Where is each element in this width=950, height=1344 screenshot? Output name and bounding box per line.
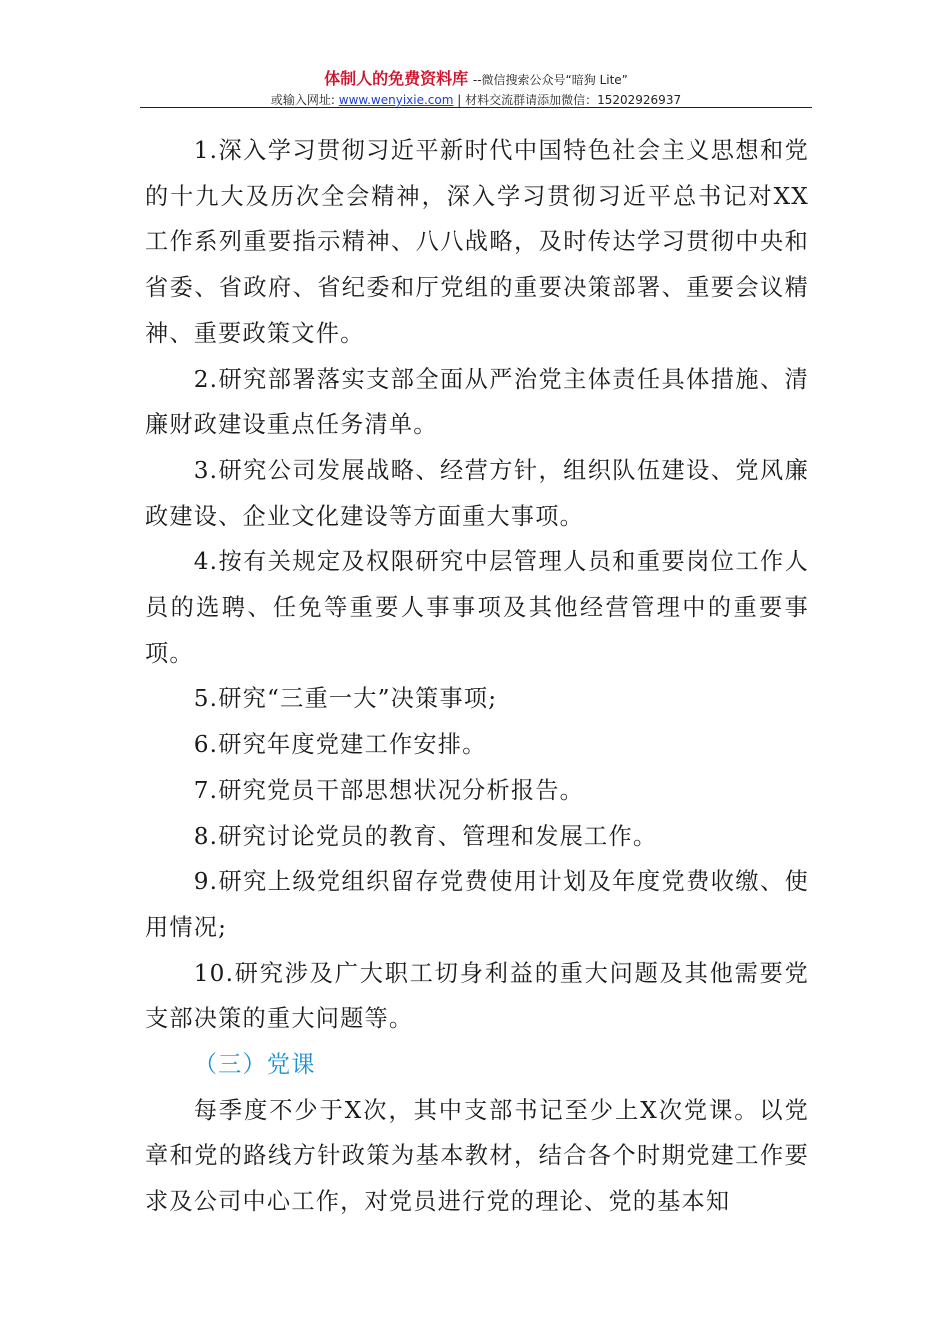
section-heading: （三）党课	[193, 1051, 316, 1079]
header-title-line	[140, 68, 812, 91]
list-item-9: 9.研究上级党组织留存党费使用计划及年度党费收缴、使用情况;	[145, 868, 809, 941]
brand-title: 体制人的免费资料库	[324, 69, 469, 88]
list-item-5: 5.研究“三重一大”决策事项;	[193, 685, 498, 713]
contact-info: | 材料交流群请添加微信：15202926937	[457, 93, 682, 107]
website-link[interactable]: www.wenyixie.com	[338, 93, 454, 107]
wechat-note: --微信搜索公众号“暗狗 Lite”	[472, 73, 628, 87]
list-item-10: 10.研究涉及广大职工切身利益的重大问题及其他需要党支部决策的重大问题等。	[145, 959, 809, 1033]
list-item-1: 1.深入学习贯彻习近平新时代中国特色社会主义思想和党的十九大及历次全会精神，深入学习贯彻习近平总书记对XX工作系列重要指示精神、八八战略，及时传达学习贯彻中央和省委、省政府、省纪委和厅党组的重要决策部署、重要会议精神、重要政策文件。	[145, 137, 809, 347]
list-item-8: 8.研究讨论党员的教育、管理和发展工作。	[193, 822, 658, 850]
list-item-2: 2.研究部署落实支部全面从严治党主体责任具体措施、清廉财政建设重点任务清单。	[145, 365, 809, 439]
header-divider	[140, 107, 812, 108]
address-label: 或输入网址:	[270, 93, 335, 107]
list-item-4: 4.按有关规定及权限研究中层管理人员和重要岗位工作人员的选聘、任免等重要人事事项及其他经营管理中的重要事项。	[145, 548, 809, 667]
list-item-6: 6.研究年度党建工作安排。	[193, 731, 487, 759]
document-header	[140, 68, 812, 109]
list-item-7: 7.研究党员干部思想状况分析报告。	[193, 776, 585, 804]
section-paragraph: 每季度不少于X次，其中支部书记至少上X次党课。以党章和党的路线方针政策为基本教材，结合各个时期党建工作要求及公司中心工作，对党员进行党的理论、党的基本知	[145, 1096, 809, 1216]
document-body	[145, 128, 809, 1225]
list-item-3: 3.研究公司发展战略、经营方针，组织队伍建设、党风廉政建设、企业文化建设等方面重大事项。	[145, 456, 809, 530]
